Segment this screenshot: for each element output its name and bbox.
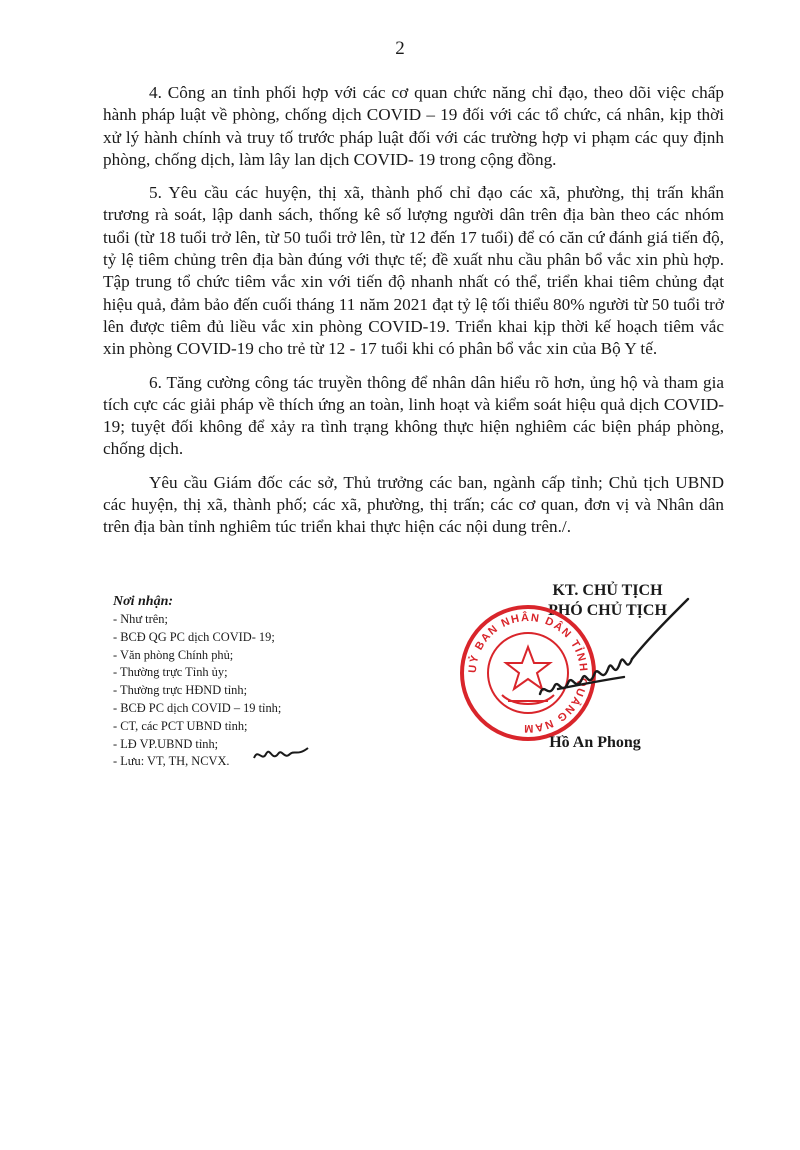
- paragraph-4: 4. Công an tỉnh phối hợp với các cơ quan chức năng chỉ đạo, theo dõi việc chấp hành pháp luật về phòng, chống dịch COVID – 19 đối với các tổ chức, cá nhân, kịp thời xử lý hành chính và truy tố trước pháp luật đối với các trường hợp vi phạm các quy định phòng, chống dịch, làm lây lan dịch COVID- 19 trong cộng đồng.: [103, 83, 724, 169]
- recipient-item: - Như trên;: [113, 612, 168, 626]
- recipient-item: - Thường trực Tỉnh ủy;: [113, 665, 228, 680]
- initials-signature: [252, 742, 312, 766]
- signature-title-line1: KT. CHỦ TỊCH: [552, 582, 663, 599]
- recipient-item: - BCĐ QG PC dịch COVID- 19;: [113, 629, 275, 644]
- signature-block: [466, 581, 705, 771]
- page-number: 2: [395, 38, 405, 59]
- recipient-item: - LĐ VP.UBND tỉnh;: [113, 736, 219, 751]
- seal-text: UỶ BAN NHÂN DÂN TỈNH QUẢNG NAM: [466, 611, 590, 735]
- signature-title-line2: PHÓ CHỦ TỊCH: [548, 602, 667, 619]
- paragraph-5: 5. Yêu cầu các huyện, thị xã, thành phố chỉ đạo các xã, phường, thị trấn khẩn trương rà soát, lập danh sách, thống kê số lượng người dân trên địa bàn theo các nhóm tuổi (từ 18 tuổi trở lên, từ 50 tuổi trở lên, từ 12 đến 17 tuổi) để có căn cứ đánh giá tiến độ, tỷ lệ tiêm chủng trên địa bàn đúng với thực tế; đề xuất nhu cầu phân bổ vắc xin phù hợp. Tập trung tổ chức tiêm vắc xin với tiến độ nhanh nhất có thể, triển khai tiêm chủng đạt hiệu quả, đảm bảo đến cuối tháng 11 năm 2021 đạt tỷ lệ tối thiểu 80% người từ 50 tuổi trở lên được tiêm đủ liều vắc xin phòng COVID-19. Triển khai kịp thời kế hoạch tiêm vắc xin phòng COVID-19 cho trẻ từ 12 - 17 tuổi khi có phân bổ vắc xin của Bộ Y tế.: [103, 183, 724, 359]
- recipients-title: Nơi nhận:: [113, 594, 174, 609]
- recipient-item: - Thường trực HĐND tỉnh;: [113, 683, 248, 698]
- recipient-item: - CT, các PCT UBND tỉnh;: [113, 718, 248, 733]
- recipient-item: - Lưu: VT, TH, NCVX.: [113, 754, 230, 769]
- handwritten-signature: [528, 589, 693, 724]
- document-body: [103, 82, 724, 550]
- closing-paragraph: Yêu cầu Giám đốc các sở, Thủ trưởng các ban, ngành cấp tỉnh; Chủ tịch UBND các huyện, thị xã, thành phố; các xã, phường, thị trấn; các cơ quan, đơn vị và Nhân dân trên địa bàn tỉnh nghiêm túc triển khai thực hiện các nội dung trên./.: [103, 472, 724, 537]
- recipient-item: - BCĐ PC dịch COVID – 19 tỉnh;: [113, 700, 282, 715]
- recipient-item: - Văn phòng Chính phủ;: [113, 647, 234, 662]
- paragraph-6: 6. Tăng cường công tác truyền thông để nhân dân hiểu rõ hơn, ủng hộ và tham gia tích cực các giải pháp về thích ứng an toàn, linh hoạt và kiểm soát hiệu quả dịch COVID-19; tuyệt đối không để xảy ra tình trạng không thực hiện nghiêm các biện pháp phòng, chống dịch.: [103, 372, 724, 459]
- signer-name: Hồ An Phong: [549, 734, 641, 751]
